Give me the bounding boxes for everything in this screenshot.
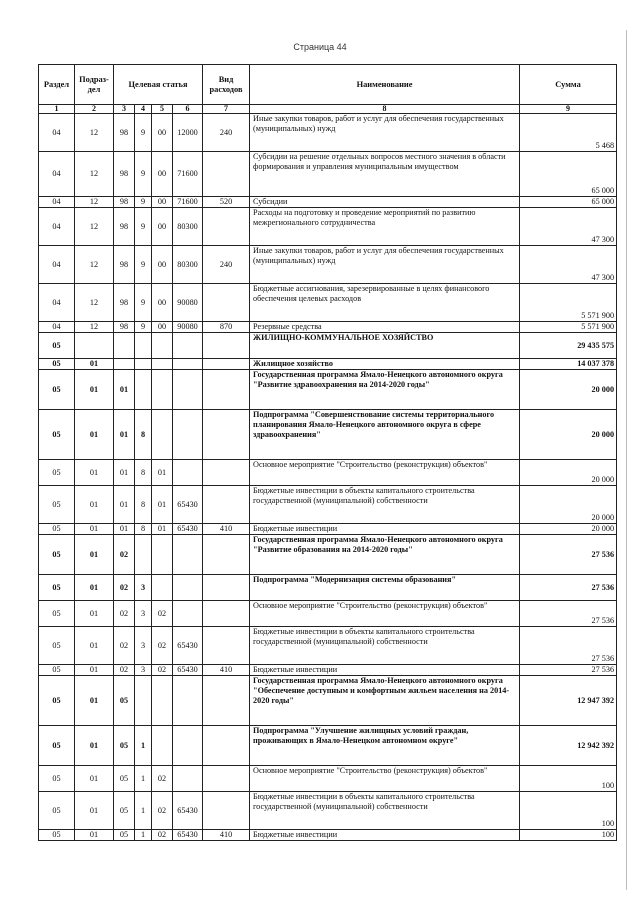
amount-cell: 5 571 900 [520, 284, 617, 322]
item-name-cell: Подпрограмма "Модернизация системы образования" [250, 575, 520, 601]
item-name-cell: Подпрограмма "Улучшение жилищных условий граждан, проживающих в Ямало-Ненецком автономном округе" [250, 726, 520, 766]
program-cell: 02 [114, 665, 135, 676]
measure-cell: 02 [152, 792, 173, 830]
amount-cell: 65 000 [520, 152, 617, 197]
subsection-cell: 12 [75, 114, 114, 152]
amount-cell: 29 435 575 [520, 333, 617, 359]
item-name-cell: Основное мероприятие "Строительство (реконструкция) объектов" [250, 766, 520, 792]
table-row [39, 665, 617, 676]
program-cell: 98 [114, 208, 135, 246]
table-row [39, 535, 617, 575]
section-cell: 04 [39, 246, 75, 284]
program-cell: 98 [114, 152, 135, 197]
direction-cell: 65430 [173, 627, 203, 665]
direction-cell [173, 359, 203, 370]
expense-type-cell [203, 152, 250, 197]
amount-cell: 100 [520, 830, 617, 841]
table-row [39, 460, 617, 486]
section-cell: 05 [39, 676, 75, 726]
subprogram-cell: 1 [135, 766, 152, 792]
section-cell: 05 [39, 535, 75, 575]
section-cell: 04 [39, 208, 75, 246]
amount-cell: 27 536 [520, 535, 617, 575]
measure-cell [152, 333, 173, 359]
column-number: 8 [250, 105, 520, 114]
expense-type-cell: 240 [203, 246, 250, 284]
program-cell: 02 [114, 575, 135, 601]
scan-edge-line [626, 30, 627, 890]
program-cell: 98 [114, 322, 135, 333]
measure-cell: 02 [152, 601, 173, 627]
subsection-cell: 01 [75, 359, 114, 370]
direction-cell: 90080 [173, 284, 203, 322]
subprogram-cell: 9 [135, 322, 152, 333]
section-cell: 05 [39, 359, 75, 370]
program-cell: 98 [114, 197, 135, 208]
subsection-cell: 01 [75, 792, 114, 830]
program-cell: 02 [114, 601, 135, 627]
subprogram-cell [135, 333, 152, 359]
header-expense-type: Вид расходов [203, 65, 250, 105]
item-name-cell: Бюджетные инвестиции в объекты капитального строительства государственной (муниципальной) собственности [250, 627, 520, 665]
measure-cell: 00 [152, 114, 173, 152]
subprogram-cell: 1 [135, 726, 152, 766]
amount-cell: 65 000 [520, 197, 617, 208]
column-number: 1 [39, 105, 75, 114]
amount-cell: 20 000 [520, 370, 617, 410]
table-row [39, 601, 617, 627]
section-cell: 04 [39, 152, 75, 197]
subprogram-cell: 9 [135, 246, 152, 284]
table-row [39, 524, 617, 535]
table-row [39, 575, 617, 601]
expense-type-cell [203, 766, 250, 792]
subsection-cell: 12 [75, 197, 114, 208]
expense-type-cell [203, 627, 250, 665]
measure-cell: 01 [152, 460, 173, 486]
amount-cell: 100 [520, 792, 617, 830]
table-row [39, 333, 617, 359]
direction-cell: 71600 [173, 152, 203, 197]
expense-type-cell [203, 284, 250, 322]
program-cell [114, 359, 135, 370]
column-number: 2 [75, 105, 114, 114]
expense-type-cell: 410 [203, 830, 250, 841]
amount-cell: 12 947 392 [520, 676, 617, 726]
program-cell: 05 [114, 792, 135, 830]
table-row [39, 676, 617, 726]
item-name-cell: Бюджетные инвестиции в объекты капитального строительства государственной (муниципальной) собственности [250, 792, 520, 830]
table-row [39, 322, 617, 333]
direction-cell [173, 676, 203, 726]
measure-cell [152, 575, 173, 601]
subprogram-cell: 8 [135, 460, 152, 486]
expense-type-cell: 410 [203, 524, 250, 535]
direction-cell [173, 333, 203, 359]
item-name-cell: Иные закупки товаров, работ и услуг для обеспечения государственных (муниципальных) нужд [250, 114, 520, 152]
subsection-cell: 12 [75, 246, 114, 284]
expense-type-cell [203, 410, 250, 460]
subprogram-cell: 8 [135, 486, 152, 524]
section-cell: 04 [39, 197, 75, 208]
subsection-cell: 01 [75, 601, 114, 627]
item-name-cell: Бюджетные инвестиции [250, 830, 520, 841]
amount-cell: 27 536 [520, 627, 617, 665]
program-cell: 01 [114, 460, 135, 486]
section-cell: 05 [39, 486, 75, 524]
amount-cell: 14 037 378 [520, 359, 617, 370]
amount-cell: 47 300 [520, 246, 617, 284]
subprogram-cell: 9 [135, 284, 152, 322]
item-name-cell: Основное мероприятие "Строительство (реконструкция) объектов" [250, 601, 520, 627]
subprogram-cell: 3 [135, 575, 152, 601]
direction-cell: 90080 [173, 322, 203, 333]
subsection-cell: 01 [75, 370, 114, 410]
direction-cell: 65430 [173, 830, 203, 841]
measure-cell: 00 [152, 322, 173, 333]
section-cell: 04 [39, 322, 75, 333]
program-cell: 98 [114, 246, 135, 284]
amount-cell: 27 536 [520, 665, 617, 676]
section-cell: 05 [39, 460, 75, 486]
expense-type-cell [203, 370, 250, 410]
measure-cell [152, 726, 173, 766]
table-row [39, 766, 617, 792]
subsection-cell: 01 [75, 486, 114, 524]
subprogram-cell: 9 [135, 152, 152, 197]
subsection-cell: 01 [75, 575, 114, 601]
subprogram-cell [135, 535, 152, 575]
table-row [39, 370, 617, 410]
measure-cell: 02 [152, 830, 173, 841]
direction-cell: 65430 [173, 524, 203, 535]
subprogram-cell [135, 370, 152, 410]
item-name-cell: Субсидии [250, 197, 520, 208]
amount-cell: 47 300 [520, 208, 617, 246]
section-cell: 05 [39, 601, 75, 627]
subsection-cell: 01 [75, 460, 114, 486]
expense-type-cell [203, 792, 250, 830]
measure-cell: 00 [152, 246, 173, 284]
measure-cell: 00 [152, 208, 173, 246]
expense-type-cell [203, 486, 250, 524]
table-row [39, 410, 617, 460]
subprogram-cell: 1 [135, 830, 152, 841]
subsection-cell: 12 [75, 152, 114, 197]
item-name-cell: Резервные средства [250, 322, 520, 333]
subsection-cell: 01 [75, 665, 114, 676]
expense-type-cell [203, 726, 250, 766]
table-row [39, 359, 617, 370]
measure-cell: 01 [152, 486, 173, 524]
table-row [39, 197, 617, 208]
header-name: Наименование [250, 65, 520, 105]
amount-cell: 20 000 [520, 460, 617, 486]
item-name-cell: Жилищное хозяйство [250, 359, 520, 370]
item-name-cell: Бюджетные инвестиции [250, 665, 520, 676]
program-cell: 01 [114, 486, 135, 524]
direction-cell [173, 460, 203, 486]
table-body [39, 114, 617, 841]
amount-cell: 100 [520, 766, 617, 792]
item-name-cell: Бюджетные ассигнования, зарезервированные в целях финансового обеспечения целевых расходов [250, 284, 520, 322]
subprogram-cell [135, 359, 152, 370]
measure-cell [152, 410, 173, 460]
measure-cell [152, 370, 173, 410]
expense-type-cell [203, 208, 250, 246]
direction-cell [173, 575, 203, 601]
program-cell: 05 [114, 830, 135, 841]
direction-cell: 71600 [173, 197, 203, 208]
item-name-cell: Бюджетные инвестиции [250, 524, 520, 535]
item-name-cell: Подпрограмма "Совершенствование системы территориального планирования Ямало-Ненецкого автономного округа в сфере здравоохранения" [250, 410, 520, 460]
table-row [39, 284, 617, 322]
subsection-cell: 01 [75, 726, 114, 766]
expense-type-cell [203, 333, 250, 359]
section-cell: 05 [39, 333, 75, 359]
item-name-cell: Основное мероприятие "Строительство (реконструкция) объектов" [250, 460, 520, 486]
column-number: 7 [203, 105, 250, 114]
column-number: 4 [135, 105, 152, 114]
header-target-article: Целевая статья [114, 65, 203, 105]
direction-cell [173, 410, 203, 460]
section-cell: 05 [39, 524, 75, 535]
table-row [39, 792, 617, 830]
program-cell: 02 [114, 535, 135, 575]
expense-type-cell: 520 [203, 197, 250, 208]
program-cell: 01 [114, 410, 135, 460]
program-cell: 05 [114, 676, 135, 726]
subsection-cell: 12 [75, 208, 114, 246]
direction-cell [173, 601, 203, 627]
measure-cell: 02 [152, 766, 173, 792]
header-subsection: Подраз-дел [75, 65, 114, 105]
section-cell: 04 [39, 114, 75, 152]
item-name-cell: Бюджетные инвестиции в объекты капитального строительства государственной (муниципальной) собственности [250, 486, 520, 524]
table-row [39, 627, 617, 665]
program-cell [114, 333, 135, 359]
measure-cell: 00 [152, 284, 173, 322]
item-name-cell: Государственная программа Ямало-Ненецкого автономного округа "Развитие образования на 2014-2020 годы" [250, 535, 520, 575]
measure-cell: 00 [152, 152, 173, 197]
direction-cell [173, 766, 203, 792]
column-number: 5 [152, 105, 173, 114]
section-cell: 05 [39, 792, 75, 830]
section-cell: 05 [39, 370, 75, 410]
section-cell: 05 [39, 627, 75, 665]
expense-type-cell [203, 460, 250, 486]
direction-cell: 65430 [173, 665, 203, 676]
item-name-cell: Иные закупки товаров, работ и услуг для обеспечения государственных (муниципальных) нужд [250, 246, 520, 284]
amount-cell: 20 000 [520, 486, 617, 524]
amount-cell: 20 000 [520, 524, 617, 535]
amount-cell: 27 536 [520, 601, 617, 627]
measure-cell [152, 676, 173, 726]
amount-cell: 12 942 392 [520, 726, 617, 766]
section-cell: 05 [39, 766, 75, 792]
expense-type-cell [203, 359, 250, 370]
amount-cell: 5 571 900 [520, 322, 617, 333]
measure-cell [152, 535, 173, 575]
expense-type-cell [203, 535, 250, 575]
measure-cell: 02 [152, 627, 173, 665]
header-amount: Сумма [520, 65, 617, 105]
expense-type-cell: 410 [203, 665, 250, 676]
direction-cell: 65430 [173, 792, 203, 830]
expense-type-cell [203, 601, 250, 627]
subsection-cell: 12 [75, 284, 114, 322]
subprogram-cell: 3 [135, 627, 152, 665]
subsection-cell: 01 [75, 627, 114, 665]
table-row [39, 830, 617, 841]
measure-cell: 00 [152, 197, 173, 208]
section-cell: 05 [39, 726, 75, 766]
subprogram-cell: 3 [135, 665, 152, 676]
subsection-cell: 01 [75, 766, 114, 792]
item-name-cell: Государственная программа Ямало-Ненецкого автономного округа "Развитие здравоохранения на 2014-2020 годы" [250, 370, 520, 410]
subprogram-cell: 9 [135, 114, 152, 152]
expense-type-cell [203, 676, 250, 726]
amount-cell: 20 000 [520, 410, 617, 460]
program-cell: 98 [114, 114, 135, 152]
subsection-cell: 01 [75, 524, 114, 535]
table-row [39, 208, 617, 246]
program-cell: 01 [114, 524, 135, 535]
direction-cell: 80300 [173, 246, 203, 284]
amount-cell: 5 468 [520, 114, 617, 152]
subsection-cell: 01 [75, 410, 114, 460]
section-cell: 05 [39, 665, 75, 676]
subprogram-cell [135, 676, 152, 726]
direction-cell: 80300 [173, 208, 203, 246]
item-name-cell: Субсидии на решение отдельных вопросов местного значения в области формирования и управления муниципальным имуществом [250, 152, 520, 197]
direction-cell [173, 726, 203, 766]
subsection-cell: 12 [75, 322, 114, 333]
program-cell: 98 [114, 284, 135, 322]
column-number: 3 [114, 105, 135, 114]
table-row [39, 246, 617, 284]
measure-cell: 02 [152, 665, 173, 676]
subsection-cell: 01 [75, 830, 114, 841]
subprogram-cell: 3 [135, 601, 152, 627]
subsection-cell: 01 [75, 535, 114, 575]
expense-type-cell [203, 575, 250, 601]
amount-cell: 27 536 [520, 575, 617, 601]
program-cell: 05 [114, 766, 135, 792]
section-cell: 04 [39, 284, 75, 322]
item-name-cell: ЖИЛИЩНО-КОММУНАЛЬНОЕ ХОЗЯЙСТВО [250, 333, 520, 359]
header-row [39, 65, 617, 105]
subprogram-cell: 9 [135, 208, 152, 246]
direction-cell [173, 535, 203, 575]
section-cell: 05 [39, 410, 75, 460]
subsection-cell: 01 [75, 676, 114, 726]
measure-cell: 01 [152, 524, 173, 535]
program-cell: 01 [114, 370, 135, 410]
subprogram-cell: 9 [135, 197, 152, 208]
column-number: 9 [520, 105, 617, 114]
item-name-cell: Государственная программа Ямало-Ненецкого автономного округа "Обеспечение доступным и комфортным жильем населения на 2014-2020 годы" [250, 676, 520, 726]
direction-cell: 12000 [173, 114, 203, 152]
direction-cell: 65430 [173, 486, 203, 524]
direction-cell [173, 370, 203, 410]
column-number: 6 [173, 105, 203, 114]
subprogram-cell: 8 [135, 524, 152, 535]
table-row [39, 114, 617, 152]
subsection-cell [75, 333, 114, 359]
header-section: Раздел [39, 65, 75, 105]
section-cell: 05 [39, 575, 75, 601]
budget-table [38, 64, 617, 841]
measure-cell [152, 359, 173, 370]
program-cell: 05 [114, 726, 135, 766]
column-number-row [39, 105, 617, 114]
table-row [39, 152, 617, 197]
subprogram-cell: 8 [135, 410, 152, 460]
table-row [39, 486, 617, 524]
table-row [39, 726, 617, 766]
expense-type-cell: 870 [203, 322, 250, 333]
subprogram-cell: 1 [135, 792, 152, 830]
item-name-cell: Расходы на подготовку и проведение мероприятий по развитию межрегионального сотрудничества [250, 208, 520, 246]
page-label: Страница 44 [293, 42, 347, 52]
program-cell: 02 [114, 627, 135, 665]
expense-type-cell: 240 [203, 114, 250, 152]
section-cell: 05 [39, 830, 75, 841]
